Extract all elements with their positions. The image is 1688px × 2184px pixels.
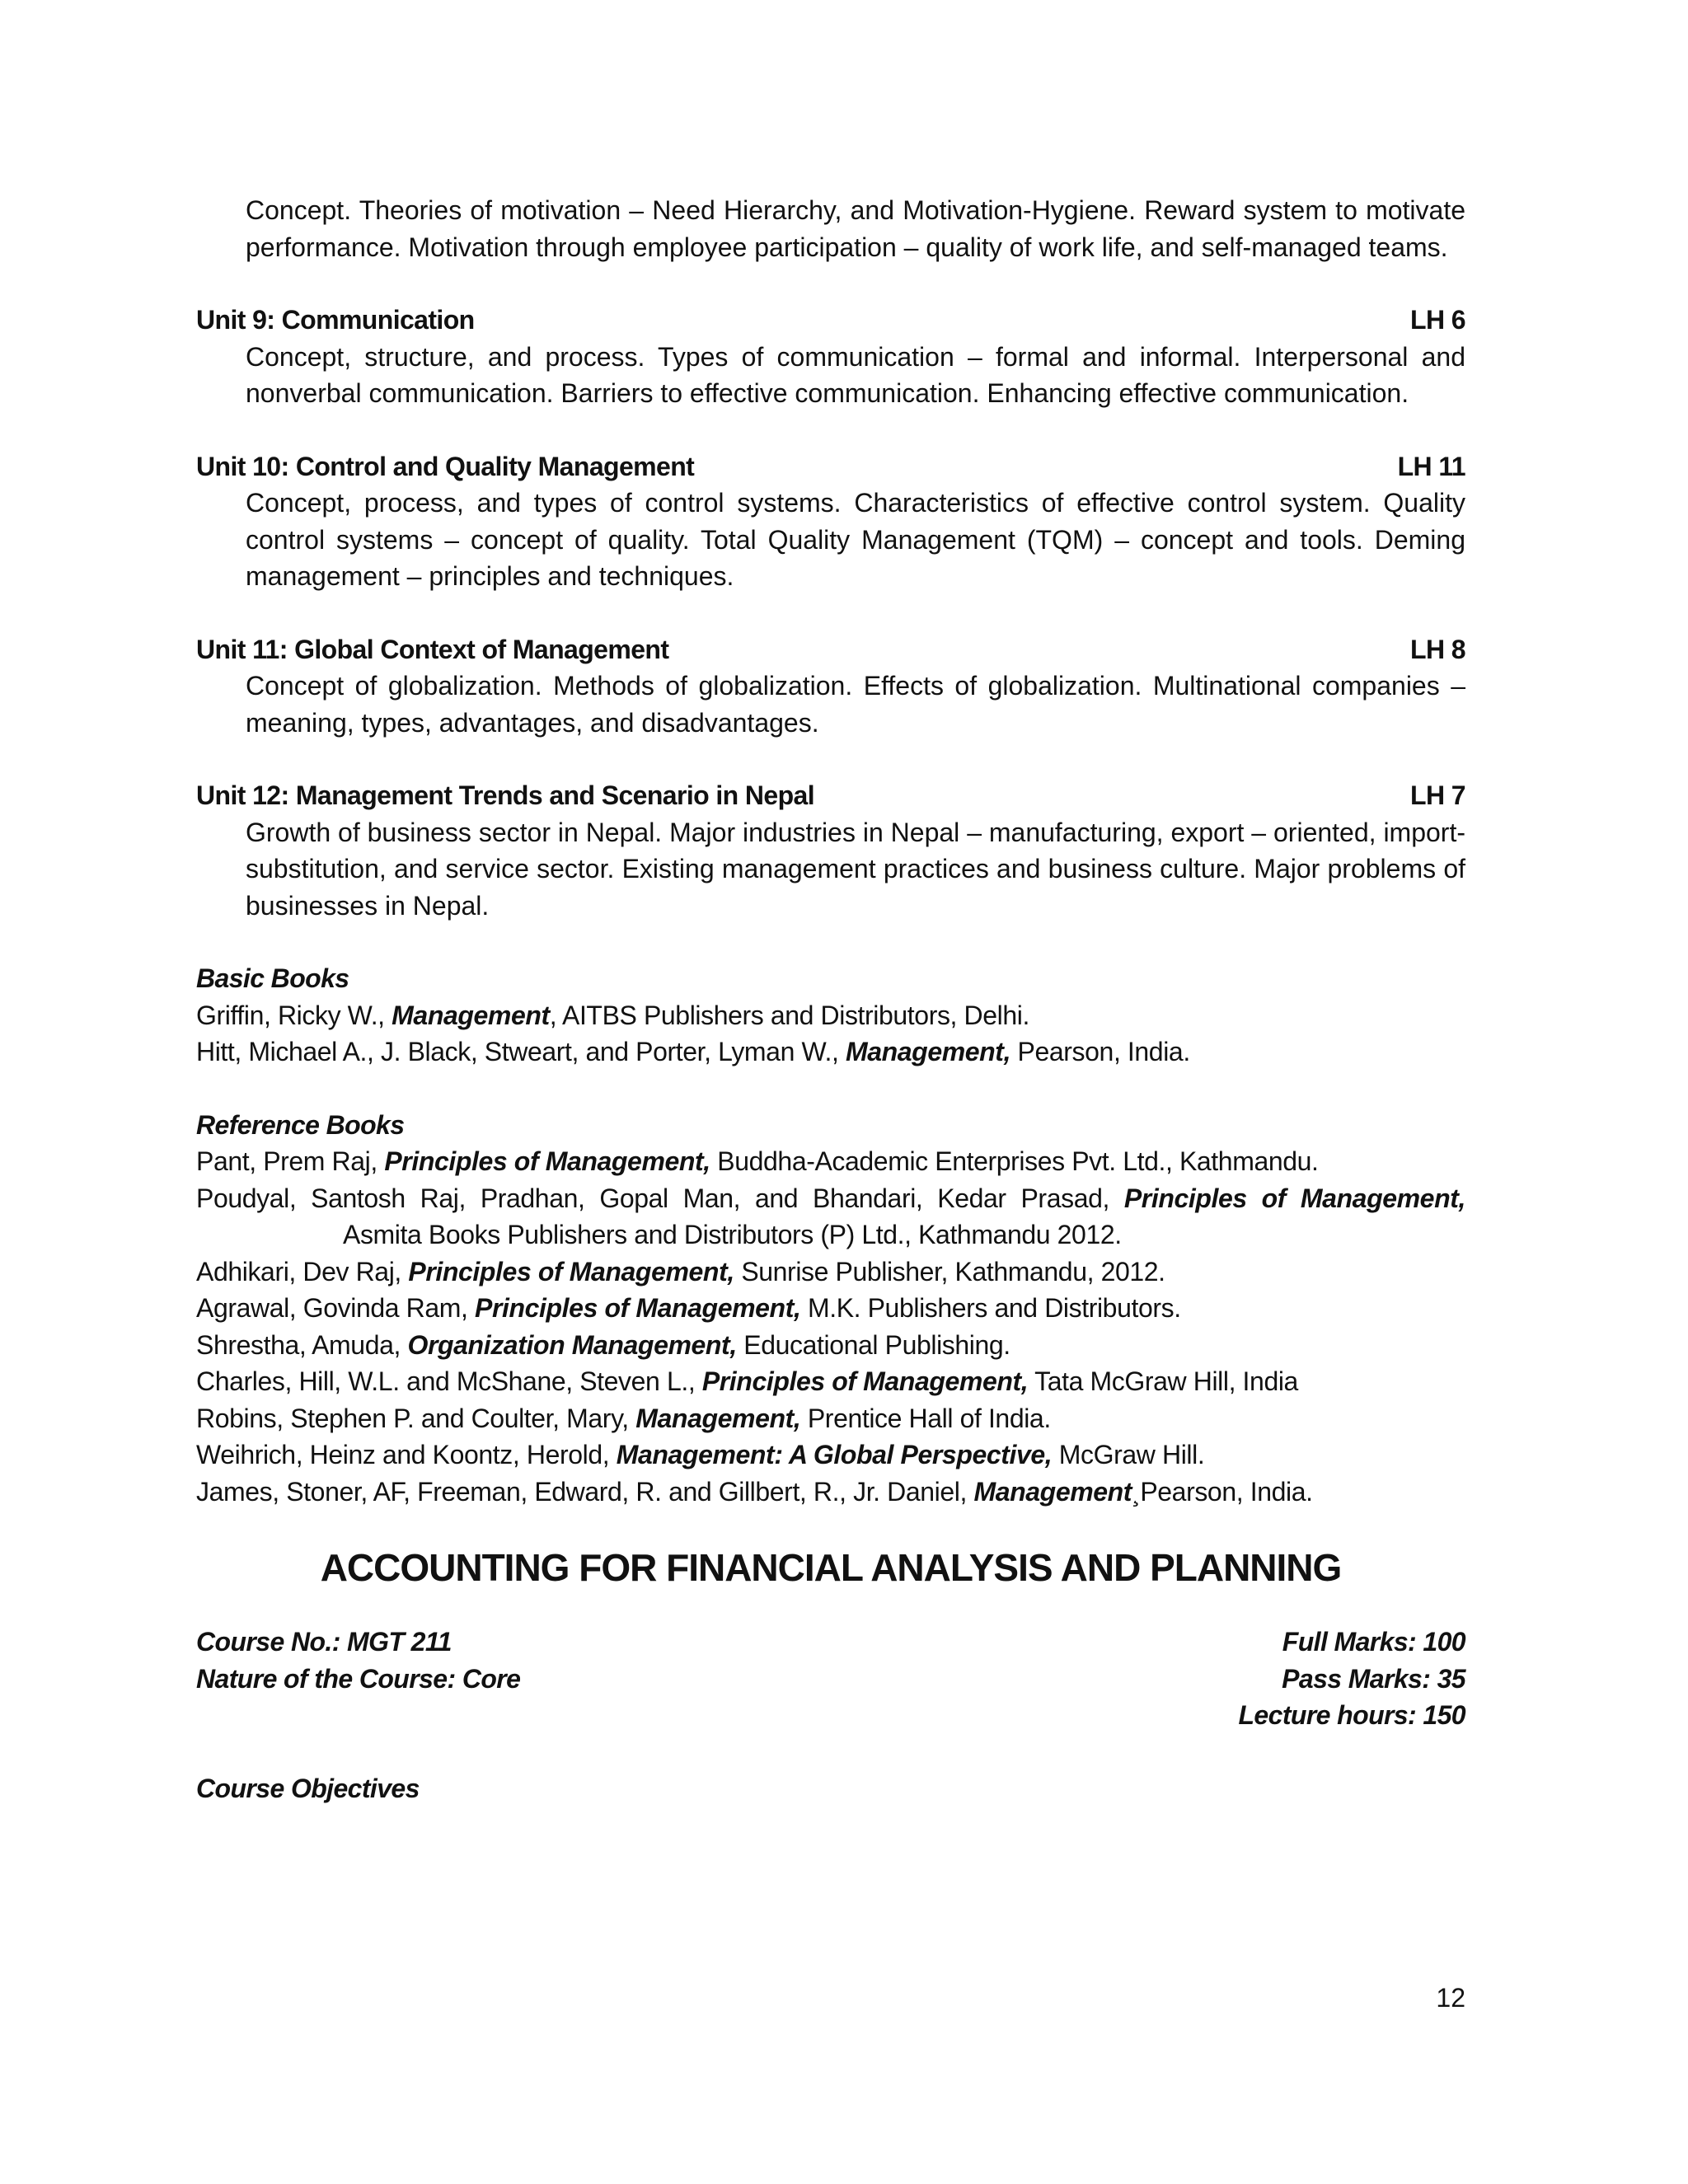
book-publisher: Tata McGraw Hill, India xyxy=(1028,1366,1298,1396)
course-title: ACCOUNTING FOR FINANCIAL ANALYSIS AND PLANNING xyxy=(320,1546,1342,1589)
book-publisher: Pearson, India. xyxy=(1010,1037,1190,1066)
book-author: Hitt, Michael A., J. Black, Stweart, and Porter, Lyman W., xyxy=(196,1037,846,1066)
unit-lecture-hours: LH 7 xyxy=(1410,780,1465,810)
book-entry xyxy=(196,1254,1465,1291)
book-entry xyxy=(196,1474,1465,1511)
book-entry xyxy=(196,997,1465,1034)
book-title: Organization Management, xyxy=(407,1329,737,1360)
basic-books-heading: Basic Books xyxy=(196,963,349,993)
unit-11-section xyxy=(196,631,1465,742)
unit-description: Concept of globalization. Methods of globalization. Effects of globalization. Multinational companies – meaning, types, advantages, and disadvantages. xyxy=(246,671,1465,738)
unit-10-section xyxy=(196,448,1465,595)
book-entry-continuation: Asmita Books Publishers and Distributors (P) Ltd., Kathmandu 2012. xyxy=(343,1220,1122,1249)
book-title: Management xyxy=(973,1476,1132,1507)
book-entry xyxy=(196,1143,1465,1180)
book-publisher: ¸Pearson, India. xyxy=(1132,1476,1313,1507)
page-content xyxy=(196,192,1465,1807)
book-author: Weihrich, Heinz and Koontz, Herold, xyxy=(196,1440,617,1469)
book-publisher: Prentice Hall of India. xyxy=(800,1403,1051,1433)
book-author: Charles, Hill, W.L. and McShane, Steven L., xyxy=(196,1366,702,1396)
book-publisher: , AITBS Publishers and Distributors, Delhi. xyxy=(549,1000,1029,1030)
unit-title: Unit 11: Global Context of Management xyxy=(196,634,669,664)
unit-heading xyxy=(196,777,1465,814)
book-title: Principles of Management, xyxy=(384,1146,710,1176)
book-author: Adhikari, Dev Raj, xyxy=(196,1256,409,1286)
course-meta-left xyxy=(196,1624,520,1734)
book-author: Shrestha, Amuda, xyxy=(196,1329,408,1360)
basic-books-section xyxy=(196,960,1465,1071)
book-entry xyxy=(196,1400,1465,1437)
book-publisher: M.K. Publishers and Distributors. xyxy=(800,1293,1181,1323)
reference-books-section xyxy=(196,1107,1465,1511)
unit-lecture-hours: LH 8 xyxy=(1410,634,1465,664)
unit-description: Concept, process, and types of control systems. Characteristics of effective control system. Quality control systems – concept of quality. Total Quality Management (TQM) – concept and tools. Deming management – principles and techniques. xyxy=(246,488,1465,591)
book-entry xyxy=(196,1436,1465,1474)
unit-description: Concept, structure, and process. Types of communication – formal and informal. Interpersonal and nonverbal communication. Barriers to effective communication. Enhancing effective communication. xyxy=(246,341,1465,408)
book-author: Pant, Prem Raj, xyxy=(196,1146,385,1176)
book-title: Management, xyxy=(845,1037,1011,1066)
unit-title: Unit 12: Management Trends and Scenario in Nepal xyxy=(196,780,815,810)
book-author: James, Stoner, AF, Freeman, Edward, R. and Gillbert, R., Jr. Daniel, xyxy=(196,1476,974,1507)
page-number: 12 xyxy=(1436,1983,1465,2013)
book-title: Principles of Management, xyxy=(701,1366,1029,1396)
reference-books-heading: Reference Books xyxy=(196,1109,405,1140)
unit-9-section xyxy=(196,302,1465,412)
unit-description: Growth of business sector in Nepal. Major industries in Nepal – manufacturing, export – oriented, import-substitution, and service sector. Existing management practices and business culture. Major problems of businesses in Nepal. xyxy=(246,817,1465,921)
unit-12-section xyxy=(196,777,1465,924)
book-author: Agrawal, Govinda Ram, xyxy=(196,1293,476,1323)
book-author: Poudyal, Santosh Raj, Pradhan, Gopal Man, and Bhandari, Kedar Prasad, xyxy=(196,1183,1124,1213)
course-objectives-heading: Course Objectives xyxy=(196,1773,420,1803)
book-publisher: McGraw Hill. xyxy=(1052,1440,1205,1469)
lecture-hours: Lecture hours: 150 xyxy=(1238,1700,1465,1730)
unit-lecture-hours: LH 11 xyxy=(1397,451,1465,481)
course-meta-right xyxy=(1238,1624,1465,1734)
course-number: Course No.: MGT 211 xyxy=(196,1627,452,1657)
book-publisher: Sunrise Publisher, Kathmandu, 2012. xyxy=(734,1256,1165,1286)
unit-title: Unit 10: Control and Quality Management xyxy=(196,451,695,481)
unit-heading xyxy=(196,631,1465,668)
course-meta xyxy=(196,1624,1465,1734)
book-entry xyxy=(196,1180,1465,1217)
book-author: Griffin, Ricky W., xyxy=(196,1000,392,1030)
book-entry xyxy=(196,1327,1465,1364)
unit-lecture-hours: LH 6 xyxy=(1410,305,1465,335)
book-title: Management: A Global Perspective, xyxy=(616,1440,1053,1469)
full-marks: Full Marks: 100 xyxy=(1282,1627,1465,1657)
book-title: Principles of Management, xyxy=(1123,1183,1465,1213)
unit-heading xyxy=(196,302,1465,339)
unit-title: Unit 9: Communication xyxy=(196,305,475,335)
book-title: Principles of Management, xyxy=(475,1293,801,1323)
book-title: Principles of Management, xyxy=(408,1256,734,1286)
book-publisher: Buddha-Academic Enterprises Pvt. Ltd., Kathmandu. xyxy=(710,1146,1319,1176)
book-title: Management xyxy=(392,1000,550,1030)
unit-8-continuation-text: Concept. Theories of motivation – Need Hierarchy, and Motivation-Hygiene. Reward system to motivate performance. Motivation through employee participation – quality of work life, and self-managed teams. xyxy=(246,195,1465,262)
book-entry xyxy=(196,1290,1465,1327)
book-author: Robins, Stephen P. and Coulter, Mary, xyxy=(196,1403,636,1433)
book-entry xyxy=(196,1033,1465,1071)
unit-heading xyxy=(196,448,1465,485)
book-title: Management, xyxy=(635,1403,801,1433)
book-publisher: Educational Publishing. xyxy=(736,1329,1010,1360)
course-nature: Nature of the Course: Core xyxy=(196,1663,521,1694)
book-entry xyxy=(196,1363,1465,1400)
pass-marks: Pass Marks: 35 xyxy=(1282,1663,1465,1694)
